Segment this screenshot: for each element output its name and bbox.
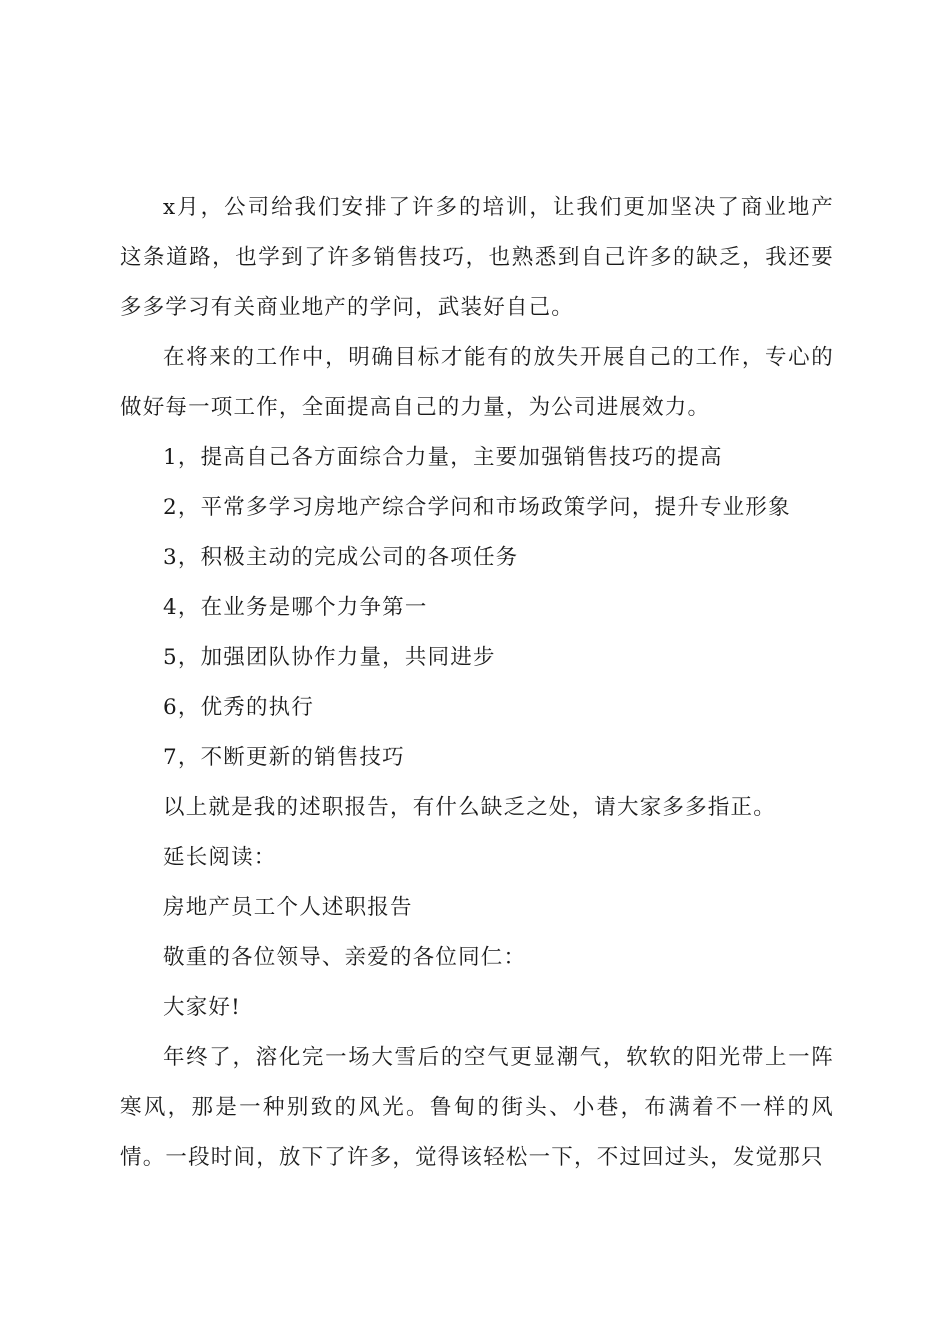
- list-item-2: 2，平常多学习房地产综合学问和市场政策学问，提升专业形象: [163, 495, 791, 520]
- paragraph-conclusion: 以上就是我的述职报告，有什么缺乏之处，请大家多多指正。: [163, 795, 776, 820]
- list-item-1: 1，提高自己各方面综合力量，主要加强销售技巧的提高: [163, 445, 723, 470]
- extended-reading-label: 延长阅读：: [163, 845, 277, 870]
- salutation: 敬重的各位领导、亲爱的各位同仁：: [163, 945, 527, 970]
- section-title: 房地产员工个人述职报告: [163, 895, 413, 920]
- paragraph-year-end: 年终了，溶化完一场大雪后的空气更显潮气，软软的阳光带上一阵寒风，那是一种别致的风光。鲁甸的街头、小巷，布满着不一样的风情。一段时间，放下了许多，觉得该轻松一下，不过回过头，发觉那只: [120, 1045, 834, 1170]
- document-body: [120, 183, 834, 1183]
- list-item-6: 6，优秀的执行: [163, 695, 315, 720]
- paragraph-training: x月，公司给我们安排了许多的培训，让我们更加坚决了商业地产这条道路，也学到了许多销售技巧，也熟悉到自己许多的缺乏，我还要多多学习有关商业地产的学问，武装好自己。: [120, 195, 834, 320]
- list-item-3: 3，积极主动的完成公司的各项任务: [163, 545, 519, 570]
- list-item-7: 7，不断更新的销售技巧: [163, 745, 405, 770]
- greeting: 大家好!: [163, 995, 241, 1020]
- list-item-4: 4，在业务是哪个力争第一: [163, 595, 428, 620]
- list-item-5: 5，加强团队协作力量，共同进步: [163, 645, 496, 670]
- paragraph-future-work: 在将来的工作中，明确目标才能有的放失开展自己的工作，专心的做好每一项工作，全面提高自己的力量，为公司进展效力。: [120, 345, 834, 420]
